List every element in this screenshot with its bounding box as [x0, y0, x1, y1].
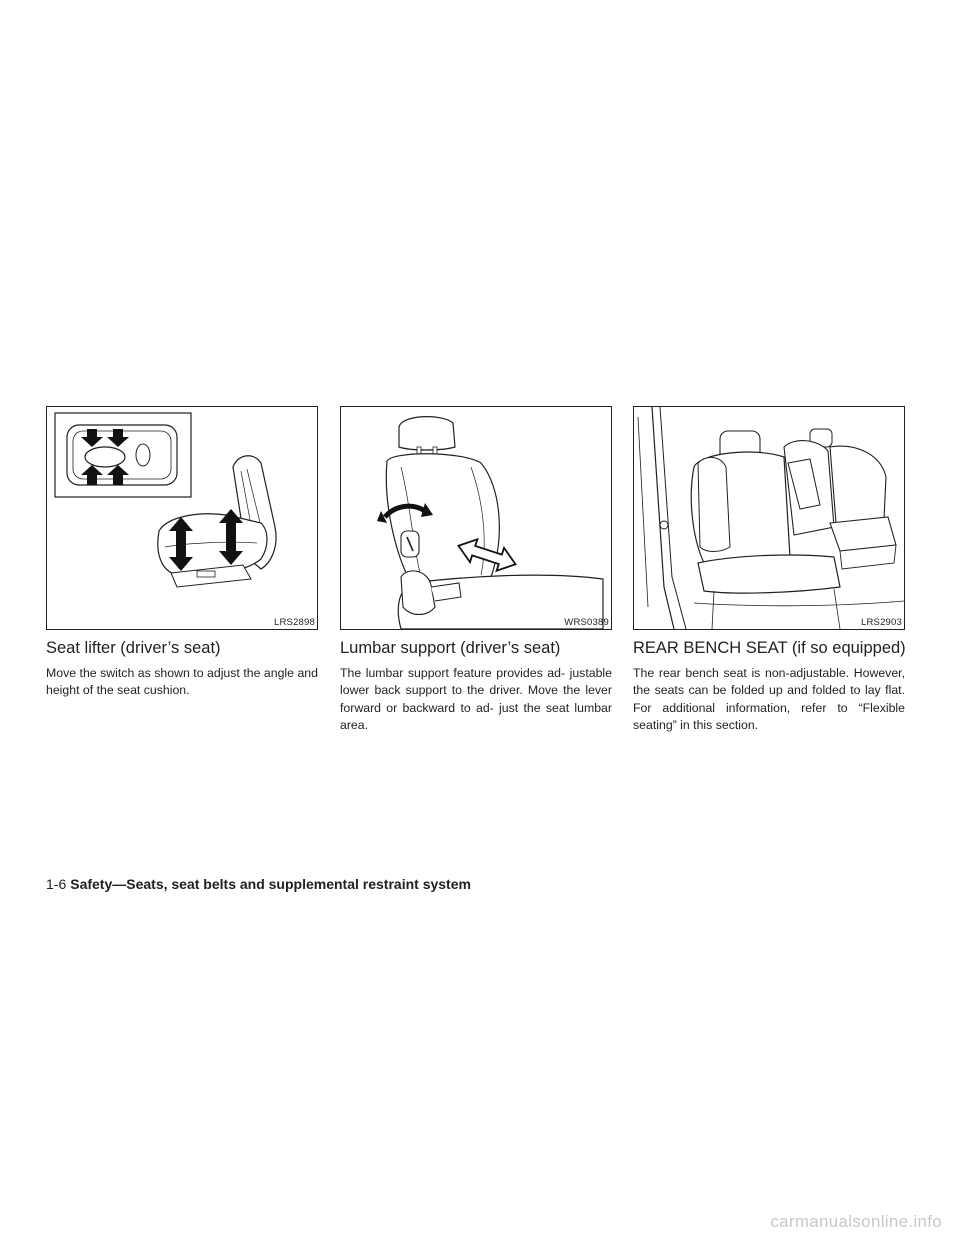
figure-code: LRS2903: [860, 617, 902, 628]
section-body: The rear bench seat is non-adjustable. However, the seats can be folded up and folded to lay flat. For additional information, refer to “Flexible seating” in this section.: [633, 666, 905, 733]
figure-seat-lifter: [46, 406, 318, 630]
figure-rear-bench-seat: [633, 406, 905, 630]
figure-code: LRS2898: [273, 617, 315, 628]
watermark: carmanualsonline.info: [770, 1212, 942, 1231]
figure-code: WRS0389: [564, 617, 609, 628]
page-footer: [46, 876, 471, 892]
rear-bench-seat-illustration: [634, 407, 904, 629]
section-rear-bench-seat: [633, 406, 905, 735]
section-heading: REAR BENCH SEAT (if so equipped): [633, 639, 906, 657]
seat-lifter-illustration: [47, 407, 317, 629]
section-seat-lifter: [46, 406, 318, 700]
page-number: 1-6: [46, 876, 67, 892]
section-heading: Lumbar support (driver’s seat): [340, 639, 561, 657]
figure-lumbar-support: [340, 406, 612, 630]
section-heading: Seat lifter (driver’s seat): [46, 639, 221, 657]
footer-section-title: Safety—Seats, seat belts and supplemental restraint system: [70, 876, 471, 892]
section-body: The lumbar support feature provides ad- justable lower back support to the driver. Move the lever forward or backward to ad- just the seat lumbar area.: [340, 666, 612, 733]
section-body: Move the switch as shown to adjust the angle and height of the seat cushion.: [46, 666, 318, 698]
section-lumbar-support: [340, 406, 612, 735]
lumbar-support-illustration: [341, 407, 611, 629]
